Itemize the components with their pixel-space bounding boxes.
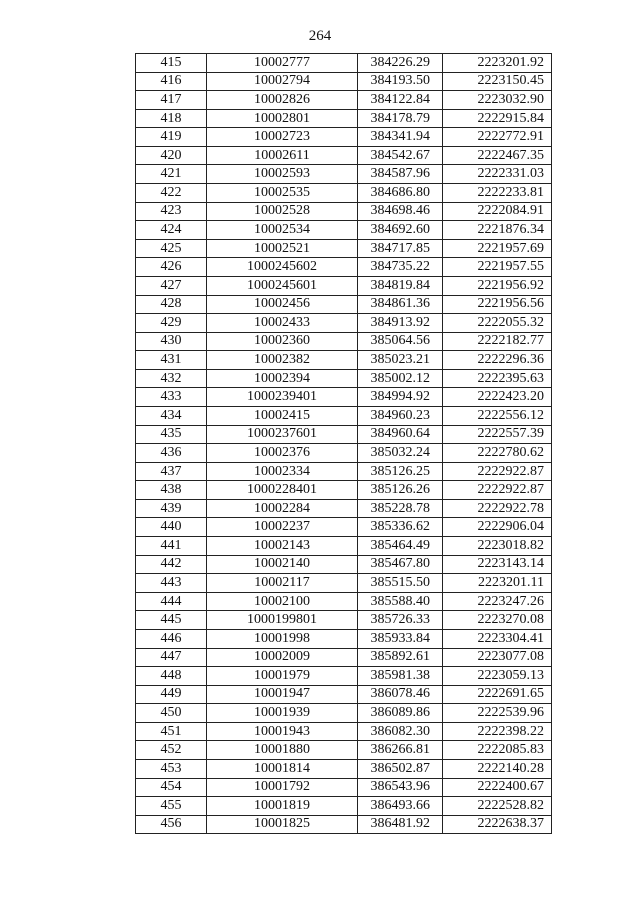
- x-coordinate-cell: 385892.61: [358, 648, 443, 667]
- table-row: [136, 667, 552, 686]
- y-coordinate-cell: 2222140.28: [443, 759, 552, 778]
- page-number: 264: [308, 28, 332, 44]
- y-coordinate-cell: 2223247.26: [443, 592, 552, 611]
- y-coordinate-cell: 2222922.87: [443, 462, 552, 481]
- point-id-cell: 10002382: [207, 351, 358, 370]
- row-index-cell: 456: [136, 815, 207, 834]
- row-index-cell: 438: [136, 481, 207, 500]
- row-index-cell: 431: [136, 351, 207, 370]
- table-row: [136, 351, 552, 370]
- x-coordinate-cell: 384341.94: [358, 128, 443, 147]
- point-id-cell: 10002593: [207, 165, 358, 184]
- y-coordinate-cell: 2222055.32: [443, 314, 552, 333]
- y-coordinate-cell: 2222556.12: [443, 406, 552, 425]
- table-row: [136, 202, 552, 221]
- point-id-cell: 1000245602: [207, 258, 358, 277]
- table-row: [136, 685, 552, 704]
- y-coordinate-cell: 2222398.22: [443, 722, 552, 741]
- y-coordinate-cell: 2222395.63: [443, 369, 552, 388]
- row-index-cell: 417: [136, 91, 207, 110]
- point-id-cell: 10001943: [207, 722, 358, 741]
- table-row: [136, 611, 552, 630]
- y-coordinate-cell: 2223150.45: [443, 72, 552, 91]
- row-index-cell: 453: [136, 759, 207, 778]
- row-index-cell: 440: [136, 518, 207, 537]
- table-row: [136, 741, 552, 760]
- table-row: [136, 109, 552, 128]
- point-id-cell: 10001979: [207, 667, 358, 686]
- point-id-cell: 10002521: [207, 239, 358, 258]
- x-coordinate-cell: 386502.87: [358, 759, 443, 778]
- x-coordinate-cell: 385032.24: [358, 444, 443, 463]
- y-coordinate-cell: 2222780.62: [443, 444, 552, 463]
- x-coordinate-cell: 385336.62: [358, 518, 443, 537]
- row-index-cell: 437: [136, 462, 207, 481]
- point-id-cell: 10002528: [207, 202, 358, 221]
- y-coordinate-cell: 2222296.36: [443, 351, 552, 370]
- x-coordinate-cell: 384861.36: [358, 295, 443, 314]
- x-coordinate-cell: 385933.84: [358, 629, 443, 648]
- x-coordinate-cell: 386266.81: [358, 741, 443, 760]
- point-id-cell: 10001880: [207, 741, 358, 760]
- x-coordinate-cell: 386082.30: [358, 722, 443, 741]
- row-index-cell: 435: [136, 425, 207, 444]
- table-row: [136, 369, 552, 388]
- x-coordinate-cell: 385464.49: [358, 537, 443, 556]
- y-coordinate-cell: 2223059.13: [443, 667, 552, 686]
- x-coordinate-cell: 384717.85: [358, 239, 443, 258]
- coordinates-table: [135, 53, 552, 834]
- y-coordinate-cell: 2223201.92: [443, 54, 552, 73]
- x-coordinate-cell: 386481.92: [358, 815, 443, 834]
- row-index-cell: 441: [136, 537, 207, 556]
- table-row: [136, 704, 552, 723]
- table-row: [136, 425, 552, 444]
- y-coordinate-cell: 2222638.37: [443, 815, 552, 834]
- x-coordinate-cell: 385064.56: [358, 332, 443, 351]
- y-coordinate-cell: 2223304.41: [443, 629, 552, 648]
- y-coordinate-cell: 2222772.91: [443, 128, 552, 147]
- table-row: [136, 295, 552, 314]
- row-index-cell: 419: [136, 128, 207, 147]
- row-index-cell: 425: [136, 239, 207, 258]
- y-coordinate-cell: 2221876.34: [443, 221, 552, 240]
- x-coordinate-cell: 384994.92: [358, 388, 443, 407]
- y-coordinate-cell: 2223077.08: [443, 648, 552, 667]
- point-id-cell: 10001814: [207, 759, 358, 778]
- x-coordinate-cell: 384193.50: [358, 72, 443, 91]
- row-index-cell: 424: [136, 221, 207, 240]
- row-index-cell: 439: [136, 499, 207, 518]
- x-coordinate-cell: 385023.21: [358, 351, 443, 370]
- table-row: [136, 276, 552, 295]
- row-index-cell: 442: [136, 555, 207, 574]
- x-coordinate-cell: 384698.46: [358, 202, 443, 221]
- table-row: [136, 184, 552, 203]
- x-coordinate-cell: 386493.66: [358, 797, 443, 816]
- row-index-cell: 422: [136, 184, 207, 203]
- row-index-cell: 428: [136, 295, 207, 314]
- row-index-cell: 426: [136, 258, 207, 277]
- table-row: [136, 91, 552, 110]
- point-id-cell: 10002143: [207, 537, 358, 556]
- y-coordinate-cell: 2221957.55: [443, 258, 552, 277]
- x-coordinate-cell: 384913.92: [358, 314, 443, 333]
- y-coordinate-cell: 2221956.92: [443, 276, 552, 295]
- point-id-cell: 10002534: [207, 221, 358, 240]
- table-row: [136, 648, 552, 667]
- point-id-cell: 10001998: [207, 629, 358, 648]
- point-id-cell: 10002237: [207, 518, 358, 537]
- table-row: [136, 444, 552, 463]
- row-index-cell: 430: [136, 332, 207, 351]
- y-coordinate-cell: 2223032.90: [443, 91, 552, 110]
- y-coordinate-cell: 2222922.87: [443, 481, 552, 500]
- table-row: [136, 462, 552, 481]
- row-index-cell: 447: [136, 648, 207, 667]
- point-id-cell: 10002456: [207, 295, 358, 314]
- row-index-cell: 451: [136, 722, 207, 741]
- point-id-cell: 10002777: [207, 54, 358, 73]
- x-coordinate-cell: 384960.23: [358, 406, 443, 425]
- x-coordinate-cell: 384122.84: [358, 91, 443, 110]
- point-id-cell: 1000228401: [207, 481, 358, 500]
- row-index-cell: 455: [136, 797, 207, 816]
- point-id-cell: 10001825: [207, 815, 358, 834]
- table-row: [136, 314, 552, 333]
- x-coordinate-cell: 384587.96: [358, 165, 443, 184]
- row-index-cell: 448: [136, 667, 207, 686]
- table-row: [136, 797, 552, 816]
- x-coordinate-cell: 385228.78: [358, 499, 443, 518]
- point-id-cell: 10001819: [207, 797, 358, 816]
- y-coordinate-cell: 2222467.35: [443, 146, 552, 165]
- table-row: [136, 221, 552, 240]
- x-coordinate-cell: 384819.84: [358, 276, 443, 295]
- coordinates-table-body: [136, 54, 552, 834]
- table-row: [136, 128, 552, 147]
- row-index-cell: 429: [136, 314, 207, 333]
- y-coordinate-cell: 2223270.08: [443, 611, 552, 630]
- x-coordinate-cell: 384692.60: [358, 221, 443, 240]
- y-coordinate-cell: 2222906.04: [443, 518, 552, 537]
- x-coordinate-cell: 385515.50: [358, 574, 443, 593]
- table-row: [136, 146, 552, 165]
- x-coordinate-cell: 385467.80: [358, 555, 443, 574]
- row-index-cell: 443: [136, 574, 207, 593]
- y-coordinate-cell: 2223018.82: [443, 537, 552, 556]
- table-row: [136, 815, 552, 834]
- row-index-cell: 416: [136, 72, 207, 91]
- x-coordinate-cell: 384178.79: [358, 109, 443, 128]
- y-coordinate-cell: 2222233.81: [443, 184, 552, 203]
- row-index-cell: 434: [136, 406, 207, 425]
- table-row: [136, 165, 552, 184]
- y-coordinate-cell: 2222423.20: [443, 388, 552, 407]
- table-row: [136, 499, 552, 518]
- x-coordinate-cell: 386543.96: [358, 778, 443, 797]
- row-index-cell: 418: [136, 109, 207, 128]
- x-coordinate-cell: 384735.22: [358, 258, 443, 277]
- point-id-cell: 10002284: [207, 499, 358, 518]
- x-coordinate-cell: 384542.67: [358, 146, 443, 165]
- row-index-cell: 445: [136, 611, 207, 630]
- y-coordinate-cell: 2221957.69: [443, 239, 552, 258]
- point-id-cell: 10001939: [207, 704, 358, 723]
- y-coordinate-cell: 2223143.14: [443, 555, 552, 574]
- y-coordinate-cell: 2222922.78: [443, 499, 552, 518]
- point-id-cell: 10002394: [207, 369, 358, 388]
- table-row: [136, 406, 552, 425]
- y-coordinate-cell: 2222557.39: [443, 425, 552, 444]
- y-coordinate-cell: 2222915.84: [443, 109, 552, 128]
- table-row: [136, 759, 552, 778]
- row-index-cell: 433: [136, 388, 207, 407]
- y-coordinate-cell: 2222085.83: [443, 741, 552, 760]
- point-id-cell: 10002334: [207, 462, 358, 481]
- table-row: [136, 388, 552, 407]
- row-index-cell: 432: [136, 369, 207, 388]
- point-id-cell: 1000199801: [207, 611, 358, 630]
- table-row: [136, 778, 552, 797]
- x-coordinate-cell: 385726.33: [358, 611, 443, 630]
- x-coordinate-cell: 385981.38: [358, 667, 443, 686]
- y-coordinate-cell: 2222691.65: [443, 685, 552, 704]
- point-id-cell: 10001792: [207, 778, 358, 797]
- table-row: [136, 555, 552, 574]
- row-index-cell: 421: [136, 165, 207, 184]
- x-coordinate-cell: 385126.26: [358, 481, 443, 500]
- point-id-cell: 10002360: [207, 332, 358, 351]
- point-id-cell: 10002415: [207, 406, 358, 425]
- point-id-cell: 10001947: [207, 685, 358, 704]
- point-id-cell: 10002433: [207, 314, 358, 333]
- point-id-cell: 10002140: [207, 555, 358, 574]
- table-row: [136, 481, 552, 500]
- y-coordinate-cell: 2222539.96: [443, 704, 552, 723]
- x-coordinate-cell: 386089.86: [358, 704, 443, 723]
- table-row: [136, 574, 552, 593]
- point-id-cell: 10002723: [207, 128, 358, 147]
- table-row: [136, 629, 552, 648]
- row-index-cell: 444: [136, 592, 207, 611]
- y-coordinate-cell: 2222331.03: [443, 165, 552, 184]
- x-coordinate-cell: 385126.25: [358, 462, 443, 481]
- point-id-cell: 10002826: [207, 91, 358, 110]
- point-id-cell: 10002801: [207, 109, 358, 128]
- row-index-cell: 446: [136, 629, 207, 648]
- row-index-cell: 420: [136, 146, 207, 165]
- table-row: [136, 258, 552, 277]
- row-index-cell: 415: [136, 54, 207, 73]
- row-index-cell: 449: [136, 685, 207, 704]
- y-coordinate-cell: 2222084.91: [443, 202, 552, 221]
- table-row: [136, 332, 552, 351]
- x-coordinate-cell: 384226.29: [358, 54, 443, 73]
- point-id-cell: 1000237601: [207, 425, 358, 444]
- y-coordinate-cell: 2222528.82: [443, 797, 552, 816]
- row-index-cell: 436: [136, 444, 207, 463]
- point-id-cell: 10002009: [207, 648, 358, 667]
- row-index-cell: 427: [136, 276, 207, 295]
- table-row: [136, 54, 552, 73]
- x-coordinate-cell: 384686.80: [358, 184, 443, 203]
- table-row: [136, 518, 552, 537]
- point-id-cell: 10002535: [207, 184, 358, 203]
- row-index-cell: 454: [136, 778, 207, 797]
- y-coordinate-cell: 2222400.67: [443, 778, 552, 797]
- point-id-cell: 1000245601: [207, 276, 358, 295]
- x-coordinate-cell: 385002.12: [358, 369, 443, 388]
- table-row: [136, 722, 552, 741]
- y-coordinate-cell: 2223201.11: [443, 574, 552, 593]
- y-coordinate-cell: 2222182.77: [443, 332, 552, 351]
- table-row: [136, 72, 552, 91]
- row-index-cell: 450: [136, 704, 207, 723]
- point-id-cell: 10002794: [207, 72, 358, 91]
- point-id-cell: 10002611: [207, 146, 358, 165]
- x-coordinate-cell: 386078.46: [358, 685, 443, 704]
- x-coordinate-cell: 384960.64: [358, 425, 443, 444]
- point-id-cell: 10002376: [207, 444, 358, 463]
- x-coordinate-cell: 385588.40: [358, 592, 443, 611]
- table-row: [136, 239, 552, 258]
- table-row: [136, 537, 552, 556]
- point-id-cell: 10002117: [207, 574, 358, 593]
- row-index-cell: 423: [136, 202, 207, 221]
- point-id-cell: 10002100: [207, 592, 358, 611]
- y-coordinate-cell: 2221956.56: [443, 295, 552, 314]
- row-index-cell: 452: [136, 741, 207, 760]
- point-id-cell: 1000239401: [207, 388, 358, 407]
- table-row: [136, 592, 552, 611]
